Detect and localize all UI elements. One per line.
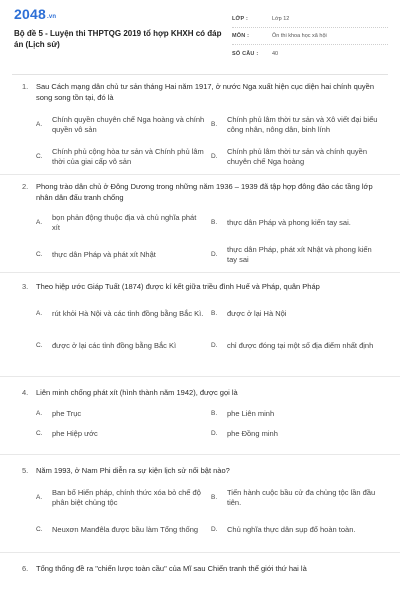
logo-text: 2048	[14, 6, 46, 22]
option-letter: B.	[211, 120, 218, 128]
option-d[interactable]	[211, 424, 386, 444]
option-text: phe Đồng minh	[227, 428, 278, 438]
option-letter: D.	[211, 152, 218, 160]
question-4	[0, 377, 400, 455]
option-letter: C.	[36, 250, 43, 258]
option-text: Ban bố Hiến pháp, chính thức xóa bỏ chế độ phân biệt chủng tộc	[52, 487, 201, 507]
option-c[interactable]	[36, 239, 211, 271]
option-text: thực dân Pháp và phong kiến tay sai.	[227, 217, 351, 227]
option-letter: B.	[211, 493, 218, 501]
meta-table	[232, 11, 388, 62]
meta-value: Lớp 12	[272, 16, 290, 22]
question-number: 3.	[22, 282, 29, 291]
option-text: Neuxơn Manđêla được bầu làm Tổng thống	[52, 524, 199, 534]
option-letter: B.	[211, 218, 218, 226]
option-d[interactable]	[211, 330, 386, 362]
option-a[interactable]	[36, 207, 211, 239]
option-text: phe Liên minh	[227, 408, 275, 418]
question-1	[0, 79, 400, 175]
option-b[interactable]	[211, 207, 386, 239]
option-text: Tiến hành cuộc bầu cử đa chủng tộc lần đầu tiên.	[227, 487, 376, 507]
option-c[interactable]	[36, 330, 211, 362]
meta-row-subject	[232, 28, 388, 45]
question-text: Liên minh chống phát xít (hình thành năm 1942), được gọi là	[36, 388, 238, 397]
meta-value: 40	[272, 50, 279, 57]
question-2	[0, 175, 400, 273]
option-letter: D.	[211, 525, 218, 533]
option-text: chỉ được đóng tại một số địa điểm nhất định	[227, 340, 374, 350]
option-c[interactable]	[36, 141, 211, 173]
meta-row-class	[232, 11, 388, 28]
option-letter: A.	[36, 120, 43, 128]
option-text: Chính phủ lâm thời tư sản và Xô viết đại biểu công nhân, nông dân, binh lính	[227, 114, 378, 134]
option-letter: A.	[36, 493, 43, 501]
logo-suffix: .vn	[46, 14, 57, 20]
option-text: Chính phủ cộng hòa tư sản và Chính phủ lâm thời của giai cấp vô sản	[52, 146, 204, 166]
meta-key: SỐ CÂU :	[232, 50, 259, 57]
header-divider	[12, 74, 388, 75]
question-number: 5.	[22, 466, 29, 475]
option-d[interactable]	[211, 141, 386, 173]
option-b[interactable]	[211, 109, 386, 141]
option-c[interactable]	[36, 514, 211, 546]
meta-row-count	[232, 45, 388, 62]
option-letter: A.	[36, 309, 43, 317]
question-text: Sau Cách mạng dân chủ tư sản tháng Hai năm 1917, ở nước Nga xuất hiện cục diện hai chính quyền song song tồn tại, đó là	[36, 82, 375, 102]
option-text: được ở lại Hà Nội	[227, 308, 287, 318]
option-b[interactable]	[211, 404, 386, 424]
question-number: 6.	[22, 564, 29, 573]
option-letter: C.	[36, 152, 43, 160]
option-a[interactable]	[36, 404, 211, 424]
option-text: thực dân Pháp và phát xít Nhật	[52, 249, 156, 259]
option-text: thực dân Pháp, phát xít Nhật và phong kiến tay sai	[227, 244, 372, 264]
option-text: rút khỏi Hà Nội và các tỉnh đồng bằng Bắc Kì.	[52, 308, 204, 318]
question-number: 1.	[22, 82, 29, 91]
option-letter: D.	[211, 429, 218, 437]
option-text: Chính phủ lâm thời tư sản và chính quyền chuyên chế Nga hoàng	[227, 146, 368, 166]
question-3	[0, 273, 400, 377]
meta-value: Ôn thi khoa học xã hội	[272, 33, 327, 39]
question-text: Theo hiệp ước Giáp Tuất (1874) được kí kết giữa triều đình Huế và Pháp, quân Pháp	[36, 282, 320, 291]
option-text: phe Trục	[52, 408, 82, 418]
option-d[interactable]	[211, 239, 386, 271]
option-c[interactable]	[36, 424, 211, 444]
option-letter: C.	[36, 525, 43, 533]
option-text: Chính quyền chuyên chế Nga hoàng và chính quyền vô sản	[52, 114, 205, 134]
document-title: Bộ đề 5 - Luyện thi THPTQG 2019 tổ hợp KHXH có đáp án (Lịch sử)	[14, 29, 222, 49]
question-number: 4.	[22, 388, 29, 397]
option-a[interactable]	[36, 298, 211, 330]
option-letter: A.	[36, 409, 43, 417]
question-text: Tổng thống đề ra "chiến lược toàn cầu" của Mĩ sau Chiến tranh thế giới thứ hai là	[36, 564, 307, 573]
option-a[interactable]	[36, 482, 211, 514]
meta-key: LỚP :	[232, 16, 248, 22]
option-letter: C.	[36, 341, 43, 349]
option-letter: A.	[36, 218, 43, 226]
option-b[interactable]	[211, 482, 386, 514]
option-b[interactable]	[211, 298, 386, 330]
option-letter: B.	[211, 309, 218, 317]
site-logo[interactable]	[14, 6, 56, 22]
option-letter: D.	[211, 341, 218, 349]
option-text: bọn phản động thuộc địa và chủ nghĩa phát xít	[52, 212, 197, 232]
question-6	[0, 553, 400, 593]
question-list	[0, 79, 400, 593]
question-5	[0, 455, 400, 553]
option-d[interactable]	[211, 514, 386, 546]
option-letter: C.	[36, 429, 43, 437]
option-letter: B.	[211, 409, 218, 417]
question-text: Năm 1993, ở Nam Phi diễn ra sự kiện lịch sử nổi bật nào?	[36, 466, 230, 475]
option-letter: D.	[211, 250, 218, 258]
option-text: Chủ nghĩa thực dân sụp đổ hoàn toàn.	[227, 524, 356, 534]
option-a[interactable]	[36, 109, 211, 141]
question-text: Phong trào dân chủ ở Đông Dương trong những năm 1936 – 1939 đã tập hợp đông đảo các tầng lớp nhân dân đấu tranh chống	[36, 182, 373, 202]
meta-key: MÔN :	[232, 33, 250, 39]
option-text: phe Hiệp ước	[52, 428, 98, 438]
option-text: được ở lại các tỉnh đồng bằng Bắc Kì	[52, 340, 177, 350]
question-number: 2.	[22, 182, 29, 191]
